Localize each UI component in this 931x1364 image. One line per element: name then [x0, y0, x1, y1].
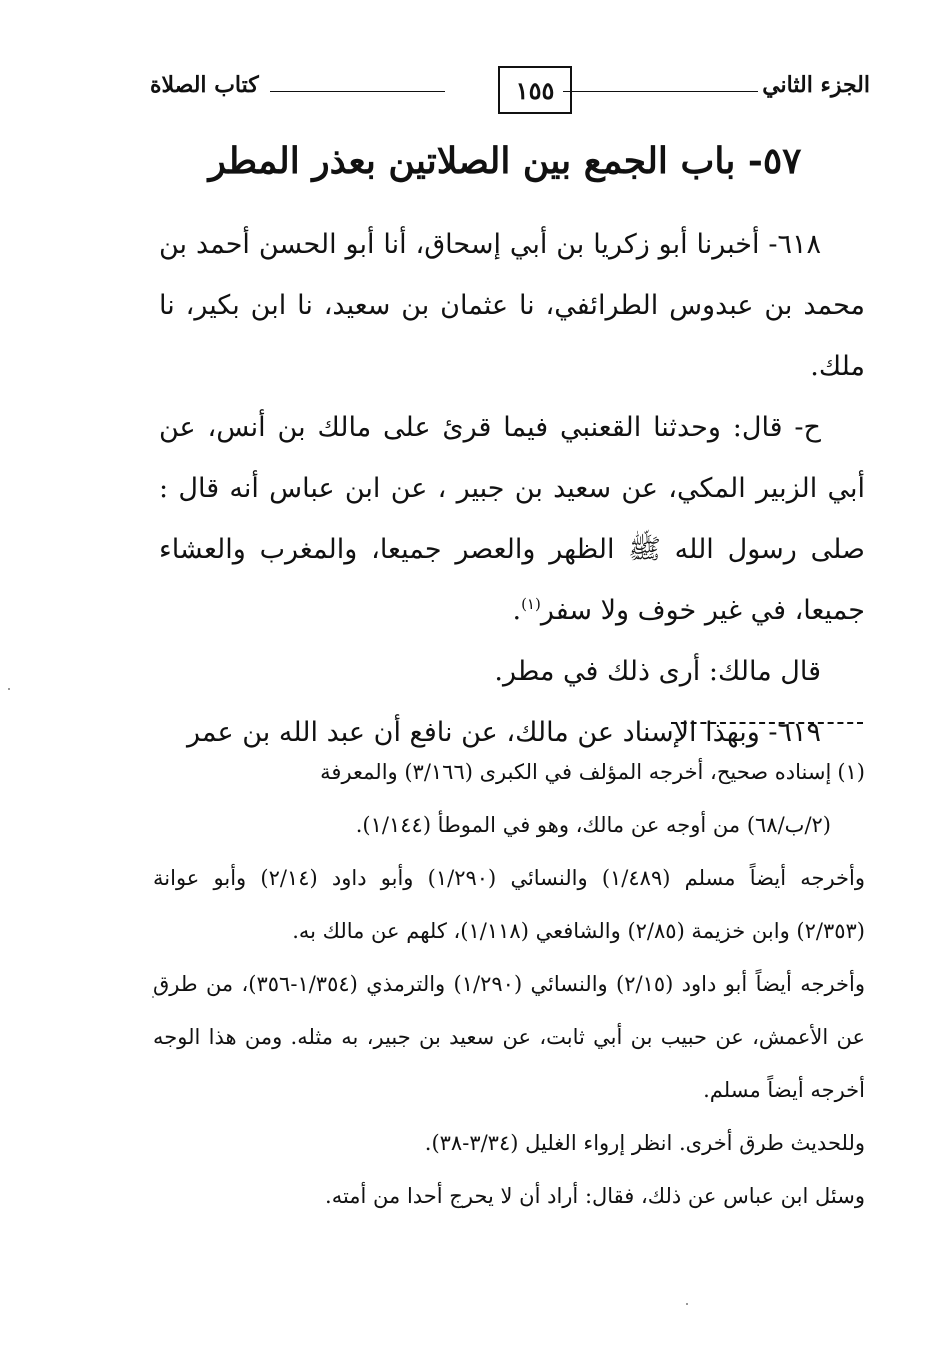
scan-speck [8, 688, 10, 690]
footnote-1-para-5: وسئل ابن عباس عن ذلك، فقال: أراد أن لا يحرج أحدا من أمته. [325, 1184, 865, 1208]
footnote-separator [671, 722, 863, 724]
running-header [150, 64, 870, 114]
header-rule-left [270, 91, 445, 92]
scan-speck [152, 996, 154, 998]
hadith-618-end: . [512, 595, 522, 626]
footnote-1-para-2: وأخرجه أيضاً مسلم (١/٤٨٩) والنسائي (١/٢٩٠) وأبو داود (٢/١٤) وأبو عوانة (٢/٣٥٣) وابن خزيمة (٢/٨٥) والشافعي (١/١١٨)، كلهم عن مالك به. [153, 866, 866, 943]
hadith-618-matn [159, 397, 865, 641]
page-number [498, 66, 572, 114]
chapter-title: ٥٧- باب الجمع بين الصلاتين بعذر المطر [208, 140, 802, 182]
page-number-text: ١٥٥ [515, 75, 555, 105]
footnote-1-text: إسناده صحيح، أخرجه المؤلف في الكبرى (٣/١٦٦) والمعرفة [320, 760, 832, 784]
main-text [159, 214, 865, 763]
hadith-618-isnad: ٦١٨- أخبرنا أبو زكريا بن أبي إسحاق، أنا أبو الحسن أحمد بن محمد بن عبدوس الطرائفي، نا عثمان بن سعيد، نا ابن بكير، نا ملك. [159, 229, 865, 382]
footnote-1-para-4: وللحديث طرق أخرى. انظر إرواء الغليل (٣/٣٤-٣٨). [424, 1131, 865, 1155]
footnote-1-line-2: (٢/ب/٦٨) من أوجه عن مالك، وهو في الموطأ (١/١٤٤). [355, 813, 831, 837]
hadith-618-matn-text: ح- قال: وحدثنا القعنبي فيما قرئ على مالك بن أنس، عن أبي الزبير المكي، عن سعيد بن جبير ، عن ابن عباس أنه قال : صلى رسول الله ﷺ الظهر والعصر جميعا، والمغرب والعشاء جميعا، في غير خوف ولا سفر [159, 412, 865, 626]
hadith-619: ٦١٩- وبهذا الإسناد عن مالك، عن نافع أن عبد الله بن عمر [187, 717, 821, 748]
footnotes [153, 746, 865, 1223]
malik-saying: قال مالك: أرى ذلك في مطر. [494, 656, 821, 687]
footnote-1-para-3: وأخرجه أيضاً أبو داود (٢/١٥) والنسائي (١/٢٩٠) والترمذي (١/٣٥٤-٣٥٦)، من طرق عن الأعمش، عن حبيب بن أبي ثابت، عن سعيد بن جبير، به مثله. ومن هذا الوجه أخرجه أيضاً مسلم. [153, 972, 865, 1102]
footnote-1-number: (١) [837, 760, 865, 784]
footnote-1-line-1 [153, 746, 865, 799]
scan-speck [686, 1303, 688, 1305]
header-rule-right [563, 91, 758, 92]
book-label: كتاب الصلاة [150, 72, 259, 98]
part-label: الجزء الثاني [762, 72, 870, 98]
footnote-reference[interactable]: (١) [521, 595, 541, 613]
